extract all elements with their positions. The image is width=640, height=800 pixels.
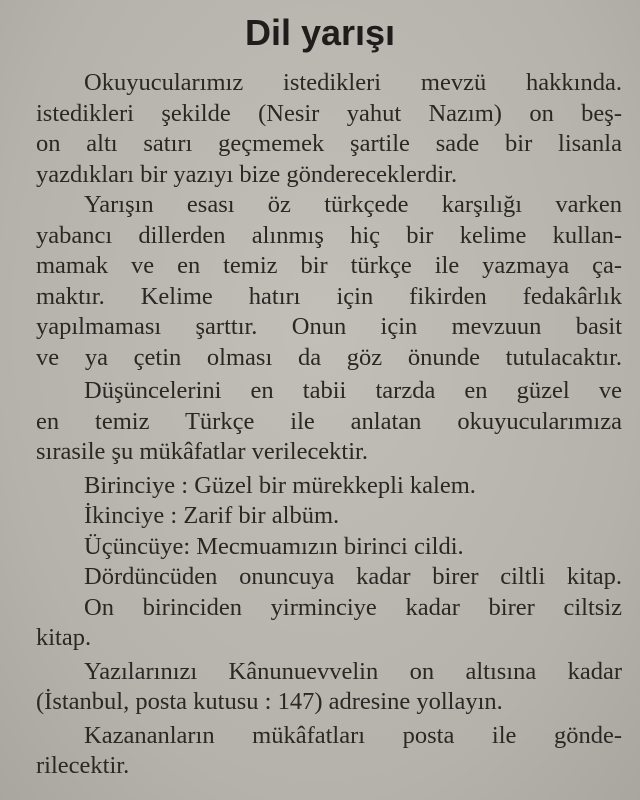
article-body <box>36 68 622 782</box>
text-line: rilecektir. <box>36 752 130 779</box>
paragraph <box>36 190 622 373</box>
paragraph <box>36 376 622 468</box>
paragraph <box>36 68 622 190</box>
text-line: sırasile şu mükâfatlar verilecektir. <box>36 438 368 465</box>
paragraph <box>36 657 622 718</box>
text-line: Düşüncelerini en tabii tarzda en güzel ve <box>84 377 622 404</box>
paragraph <box>36 721 622 782</box>
text-line: mamak ve en temiz bir türkçe ile yazmaya ça- <box>36 252 622 279</box>
text-line: en temiz Türkçe ile anlatan okuyucularımıza <box>36 407 622 435</box>
paragraph <box>36 501 622 532</box>
paragraph <box>36 532 622 563</box>
text-line: istedikleri şekilde (Nesir yahut Nazım) on beş- <box>36 99 622 127</box>
paragraph <box>36 471 622 502</box>
text-line: On birinciden yirminciye kadar birer ciltsiz <box>84 593 622 621</box>
text-line: yabancı dillerden alınmış hiç bir kelime kullan- <box>36 221 622 249</box>
text-line: Yarışın esası öz türkçede karşılığı varken <box>84 191 622 218</box>
paragraph <box>36 562 622 593</box>
text-line: Kazananların mükâfatları posta ile gönde- <box>84 721 622 749</box>
paragraph <box>36 593 622 654</box>
text-line: Birinciye : Güzel bir mürekkepli kalem. <box>84 471 476 499</box>
text-line: yapılmaması şarttır. Onun için mevzuun basit <box>36 313 622 340</box>
text-line: Yazılarınızı Kânunuevvelin on altısına kadar <box>84 657 622 685</box>
text-line: Okuyucularımız istedikleri mevzü hakkında. <box>84 69 622 96</box>
text-line: İkinciye : Zarif bir albüm. <box>84 502 340 529</box>
text-line: on altı satırı geçmemek şartile sade bir lisanla <box>36 130 622 157</box>
article-title: Dil yarışı <box>244 12 396 53</box>
text-line: ve ya çetin olması da göz önunde tutulacaktır. <box>36 343 622 371</box>
text-line: Dördüncüden onuncuya kadar birer ciltli kitap. <box>84 563 622 590</box>
text-line: kitap. <box>36 624 92 651</box>
text-line: maktır. Kelime hatırı için fikirden fedakârlık <box>36 282 622 310</box>
text-line: (İstanbul, posta kutusu : 147) adresine yollayın. <box>36 688 503 715</box>
text-line: yazdıkları bir yazıyı bize göndereceklerdir. <box>36 160 458 188</box>
text-line: Üçüncüye: Mecmuamızın birinci cildi. <box>84 532 464 560</box>
